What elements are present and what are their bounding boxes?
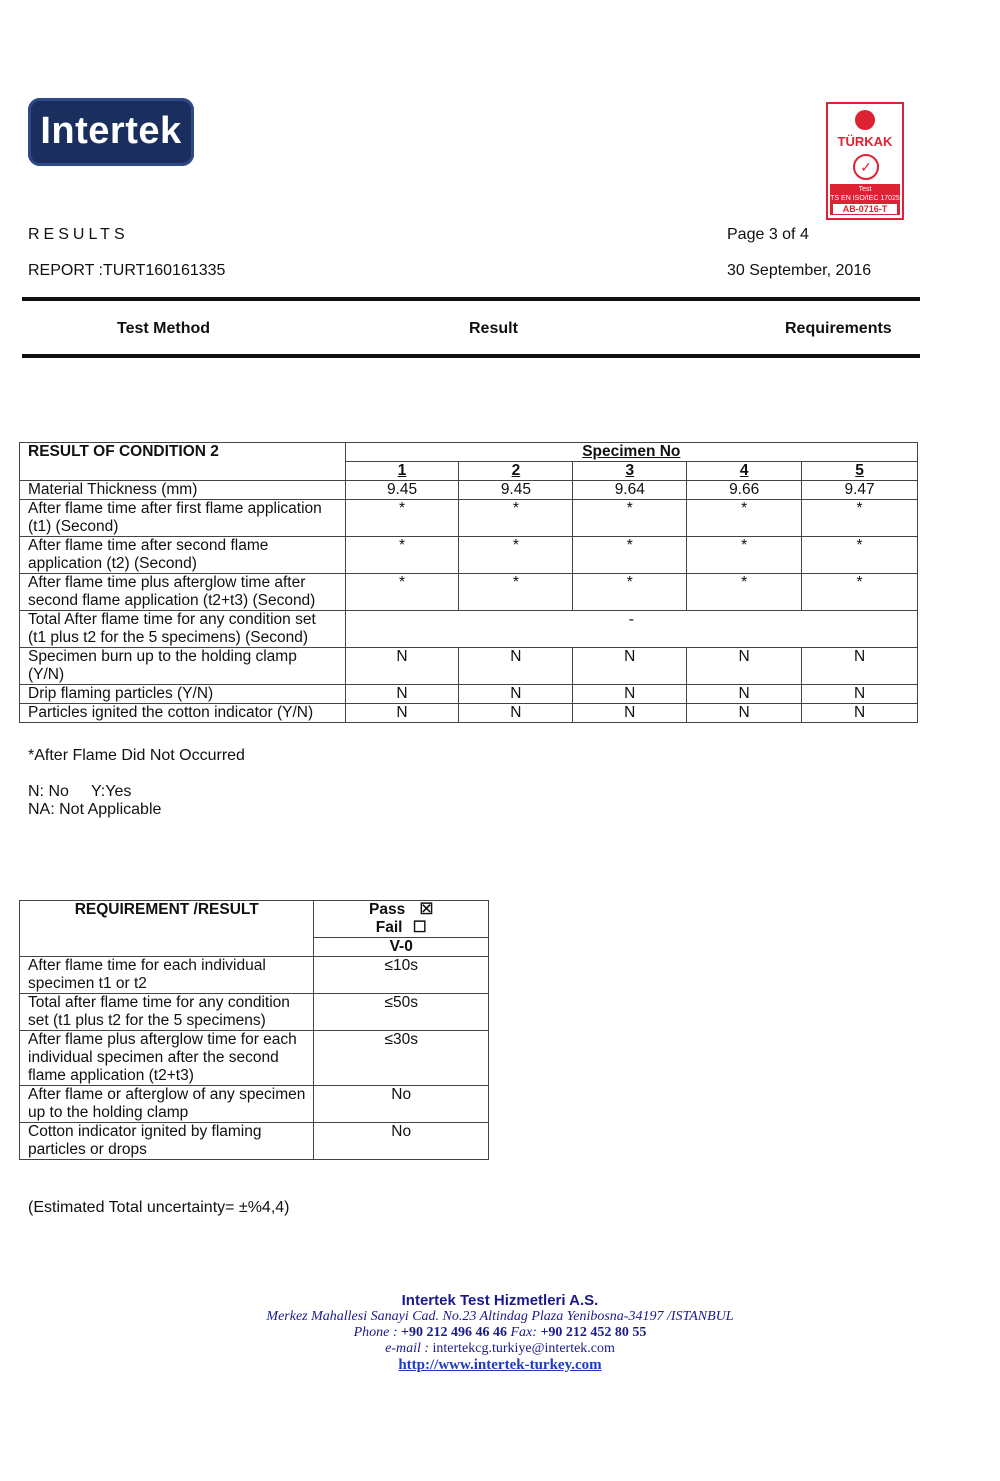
- fail-line: [322, 919, 480, 937]
- top-rule: [22, 297, 920, 301]
- cell: *: [459, 537, 573, 574]
- cell: *: [345, 500, 459, 537]
- results-label: RESULTS: [28, 226, 129, 243]
- cell: N: [345, 648, 459, 685]
- cell: 9.64: [573, 481, 687, 500]
- specimen-no-header: Specimen No: [345, 443, 917, 462]
- cell: *: [573, 500, 687, 537]
- cell: N: [573, 685, 687, 704]
- table-row: [20, 481, 918, 500]
- cell: N: [459, 685, 573, 704]
- specimen-1-header: 1: [345, 462, 459, 481]
- badge-code: AB-0716-T: [833, 204, 897, 214]
- phone-number: +90 212 496 46 46: [401, 1325, 507, 1340]
- column-requirements: Requirements: [785, 320, 892, 337]
- table-row: [20, 1031, 489, 1086]
- requirement-label: After flame time for each individual specimen t1 or t2: [20, 957, 314, 994]
- requirement-label: After flame or afterglow of any specimen up to the holding clamp: [20, 1086, 314, 1123]
- table-row: [20, 611, 918, 648]
- condition-results-table: [19, 442, 918, 723]
- cell: *: [687, 537, 802, 574]
- row-label: Material Thickness (mm): [20, 481, 346, 500]
- badge-line2: TS EN ISO/IEC 17025: [830, 195, 900, 202]
- cell: *: [687, 500, 802, 537]
- cell: N: [802, 685, 918, 704]
- row-label: Specimen burn up to the holding clamp (Y/N): [20, 648, 346, 685]
- requirement-result-table: [19, 900, 489, 1160]
- requirement-value: No: [314, 1123, 489, 1160]
- cell: *: [802, 574, 918, 611]
- column-result: Result: [469, 320, 518, 337]
- fax-label: Fax:: [510, 1325, 537, 1340]
- row-label: Drip flaming particles (Y/N): [20, 685, 346, 704]
- pass-line: [322, 901, 480, 919]
- cell: N: [687, 685, 802, 704]
- email-address: intertekcg.turkiye@intertek.com: [432, 1341, 615, 1356]
- check-icon: ✓: [853, 154, 879, 180]
- requirement-value: ≤30s: [314, 1031, 489, 1086]
- cell: *: [459, 574, 573, 611]
- footer-email-line: [0, 1341, 1000, 1357]
- footer-address: Merkez Mahallesi Sanayi Cad. No.23 Altindag Plaza Yenibosna-34197 /ISTANBUL: [266, 1309, 734, 1324]
- crescent-star-icon: [855, 110, 875, 130]
- intertek-logo: [28, 98, 194, 166]
- table-row: [20, 648, 918, 685]
- cell: N: [687, 704, 802, 723]
- badge-line1: Test: [858, 186, 872, 193]
- table-row: [20, 1123, 489, 1160]
- phone-label: Phone :: [353, 1325, 398, 1340]
- cell: N: [345, 685, 459, 704]
- requirement-label: After flame plus afterglow time for each individual specimen after the second flame application (t2+t3): [20, 1031, 314, 1086]
- report-number: REPORT :TURT160161335: [28, 262, 226, 279]
- after-flame-note: *After Flame Did Not Occurred: [28, 747, 245, 764]
- email-label: e-mail :: [385, 1341, 430, 1356]
- cell: *: [345, 537, 459, 574]
- specimen-2-header: 2: [459, 462, 573, 481]
- requirement-label: Cotton indicator ignited by flaming particles or drops: [20, 1123, 314, 1160]
- cell: *: [687, 574, 802, 611]
- pass-label: Pass: [369, 901, 406, 918]
- cell: N: [687, 648, 802, 685]
- fax-number: +90 212 452 80 55: [540, 1325, 647, 1340]
- table-row: [20, 500, 918, 537]
- cell: N: [802, 704, 918, 723]
- badge-name: TÜRKAK: [837, 134, 893, 149]
- footer-company: Intertek Test Hizmetleri A.S.: [401, 1292, 599, 1309]
- legend-yes: Y:Yes: [91, 783, 132, 800]
- cell: N: [345, 704, 459, 723]
- cell: 9.47: [802, 481, 918, 500]
- footer-phone-line: [0, 1325, 1000, 1341]
- unchecked-box-icon: ☐: [412, 919, 427, 936]
- table-row: [20, 685, 918, 704]
- cell: N: [459, 648, 573, 685]
- specimen-5-header: 5: [802, 462, 918, 481]
- cell: 9.45: [459, 481, 573, 500]
- footer-website-link[interactable]: http://www.intertek-turkey.com: [398, 1357, 602, 1373]
- logo-text: Intertek: [40, 110, 182, 152]
- cell: *: [459, 500, 573, 537]
- row-label: Total After flame time for any condition set (t1 plus t2 for the 5 specimens) (Second): [20, 611, 346, 648]
- cell: N: [802, 648, 918, 685]
- page-number: Page 3 of 4: [727, 226, 809, 243]
- class-v0: V-0: [314, 938, 489, 957]
- turkak-accreditation-badge: [826, 102, 904, 220]
- cell: *: [802, 500, 918, 537]
- requirement-value: ≤10s: [314, 957, 489, 994]
- specimen-3-header: 3: [573, 462, 687, 481]
- bottom-rule: [22, 354, 920, 358]
- cell: N: [459, 704, 573, 723]
- report-date: 30 September, 2016: [727, 262, 872, 279]
- legend-na: NA: Not Applicable: [28, 801, 162, 818]
- cell: N: [573, 704, 687, 723]
- requirement-value: No: [314, 1086, 489, 1123]
- cell: *: [802, 537, 918, 574]
- uncertainty-note: (Estimated Total uncertainty= ±%4,4): [28, 1199, 290, 1216]
- requirement-label: Total after flame time for any condition set (t1 plus t2 for the 5 specimens): [20, 994, 314, 1031]
- table-row: [20, 574, 918, 611]
- condition-table-title: RESULT OF CONDITION 2: [20, 443, 346, 481]
- pass-fail-cell: [314, 901, 489, 938]
- table-row: [20, 957, 489, 994]
- specimen-4-header: 4: [687, 462, 802, 481]
- row-label: Particles ignited the cotton indicator (Y/N): [20, 704, 346, 723]
- cell: N: [573, 648, 687, 685]
- cell: *: [573, 574, 687, 611]
- column-test-method: Test Method: [117, 320, 211, 337]
- cell: 9.66: [687, 481, 802, 500]
- badge-code-bar: [830, 184, 900, 215]
- table-row: [20, 704, 918, 723]
- row-label: After flame time plus afterglow time after second flame application (t2+t3) (Second): [20, 574, 346, 611]
- checked-box-icon: ☒: [419, 901, 434, 918]
- table-row: [20, 537, 918, 574]
- legend-no: N: No: [28, 783, 69, 800]
- merged-cell: -: [345, 611, 917, 648]
- row-label: After flame time after first flame application (t1) (Second): [20, 500, 346, 537]
- cell: *: [345, 574, 459, 611]
- requirement-value: ≤50s: [314, 994, 489, 1031]
- requirement-table-title: REQUIREMENT /RESULT: [20, 901, 314, 957]
- row-label: After flame time after second flame application (t2) (Second): [20, 537, 346, 574]
- table-row: [20, 1086, 489, 1123]
- table-row: [20, 994, 489, 1031]
- fail-label: Fail: [375, 919, 403, 936]
- cell: *: [573, 537, 687, 574]
- cell: 9.45: [345, 481, 459, 500]
